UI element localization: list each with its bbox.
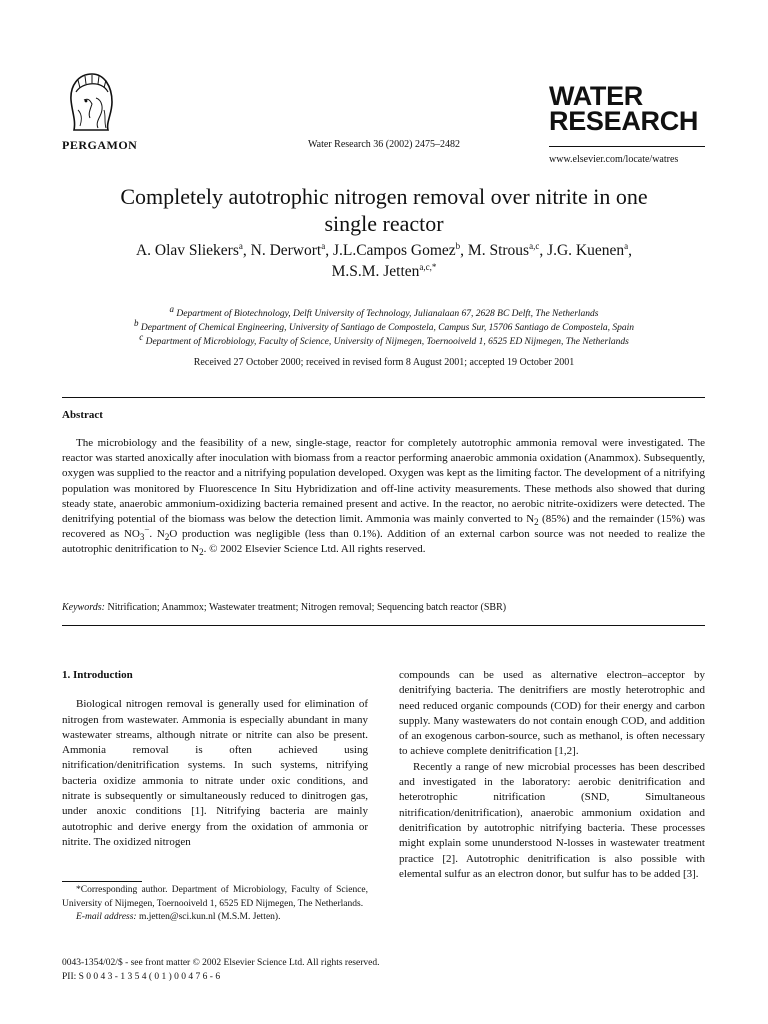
subscript: 2 xyxy=(199,547,204,558)
subscript: 3 xyxy=(139,532,145,543)
journal-url-link[interactable]: www.elsevier.com/locate/watres xyxy=(549,154,679,165)
author-separator: , xyxy=(539,242,548,259)
copyright-line: 0043-1354/02/$ - see front matter © 2002 Elsevier Science Ltd. All rights reserved. xyxy=(62,958,380,968)
body-paragraph: compounds can be used as alternative electron–acceptor by denitrifying bacteria. The denitrifiers are mostly heterotrophic and need reduced organic compounds (COD) for their energy and carbon supply. Many wastewaters do not contain enough COD, and addition of an exogenous carbon-source, such as methanol, is often necessary to achieve complete denitrification [1,2]. xyxy=(399,669,705,758)
brand-line-2: RESEARCH xyxy=(549,106,699,136)
superscript: − xyxy=(144,524,150,535)
author-name: M.S.M. Jetten xyxy=(331,263,420,280)
divider xyxy=(62,397,705,398)
brand-line-1: WATER xyxy=(549,81,643,111)
author-affil-mark: a,c,* xyxy=(419,261,437,272)
title-line-2: single reactor xyxy=(324,211,444,236)
author-affil-mark: b xyxy=(455,240,461,251)
footnote-divider xyxy=(62,881,142,882)
author-name: J.L.Campos Gomez xyxy=(332,242,456,259)
section-heading: 1. Introduction xyxy=(62,669,133,681)
body-paragraph: Biological nitrogen removal is generally used for elimination of nitrogen from wastewater. Ammonia is especially abundant in many wastewater streams, although nitrate or nitrite can also be present. Ammonia removal is often achieved using nitrification/denitrification systems. In such systems, nitrifying bacteria oxidize ammonia to nitrate under oxic conditions, and nitrate is subsequently or simultaneously reduced to dinitrogen gas, under anoxic conditions [1]. Nitrifying bacteria are mainly autotrophic and derive energy from the oxidation of ammonia or nitrite. The oxidized nitrogen xyxy=(62,698,368,848)
author-affil-mark: a xyxy=(624,240,629,251)
affiliation-item xyxy=(40,303,728,321)
affiliations xyxy=(40,303,728,349)
author-separator: , xyxy=(325,242,333,259)
abstract-heading: Abstract xyxy=(62,409,103,421)
affiliation-text: Department of Microbiology, Faculty of Science, University of Nijmegen, Toernooiveld 1, 6525 ED Nijmegen, The Netherlands xyxy=(145,337,629,347)
abstract-segment: (85%) and the remainder (15%) was recovered as NO xyxy=(62,513,706,541)
subscript: 2 xyxy=(164,532,170,543)
author-affil-mark: a,c xyxy=(529,240,540,251)
article-title xyxy=(40,183,728,237)
keywords-label: Keywords: xyxy=(62,602,105,613)
body-column-left xyxy=(62,668,368,850)
affiliation-text: Department of Biotechnology, Delft University of Technology, Julianalaan 67, 2628 BC Delft, The Netherlands xyxy=(176,309,599,319)
body-paragraph: Recently a range of new microbial processes has been described and investigated in the laboratory: aerobic denitrification and heterotrophic nitrification (SND, Simultaneous nitrification/denitrification), anaerobic ammonium oxidation and denitrification by autotrophic nitrifying bacteria. These processes might explain some ununderstood N-losses in wastewater treatment practice [2]. Autotrophic denitrification is also possible with elemental sulfur as an electron donor, but sulfur has to be added [3]. xyxy=(399,760,705,880)
affiliation-item xyxy=(40,331,728,349)
journal-brand xyxy=(549,81,699,136)
footnote-email xyxy=(62,911,368,925)
author-separator: , xyxy=(460,242,468,259)
body-column-right xyxy=(399,668,705,882)
footnote-text: *Corresponding author. Department of Microbiology, Faculty of Science, University of Nijmegen, Toernooiveld 1, 6525 ED Nijmegen, The Netherlands. xyxy=(62,885,368,909)
affiliation-text: Department of Chemical Engineering, University of Santiago de Compostela, Campus Sur, 15706 Santiago de Compostela, Spain xyxy=(140,323,635,333)
publisher-logo-icon xyxy=(62,70,122,136)
author-name: N. Derwort xyxy=(250,242,322,259)
journal-citation: Water Research 36 (2002) 2475–2482 xyxy=(308,139,460,150)
author-separator: , xyxy=(628,242,633,259)
affiliation-mark: a xyxy=(169,303,175,314)
abstract-segment: . N xyxy=(149,528,165,541)
author-list xyxy=(40,240,728,282)
author-name: J.G. Kuenen xyxy=(547,242,625,259)
subscript: 2 xyxy=(534,517,539,528)
email-address[interactable]: m.jetten@sci.kun.nl (M.S.M. Jetten). xyxy=(136,912,281,922)
title-line-1: Completely autotrophic nitrogen removal over nitrite in one xyxy=(120,184,648,209)
pii-line: PII: S 0 0 4 3 - 1 3 5 4 ( 0 1 ) 0 0 4 7 6 - 6 xyxy=(62,972,221,982)
copyright-meta xyxy=(62,956,379,984)
publisher-name: PERGAMON xyxy=(62,138,138,152)
email-label: E-mail address: xyxy=(76,912,137,922)
article-dates: Received 27 October 2000; received in revised form 8 August 2001; accepted 19 October 2001 xyxy=(193,357,575,368)
author-affil-mark: a xyxy=(238,240,243,251)
abstract-segment: . © 2002 Elsevier Science Ltd. All rights reserved. xyxy=(203,543,426,556)
author-affil-mark: a xyxy=(321,240,326,251)
affiliation-mark: b xyxy=(133,317,139,328)
author-name: M. Strous xyxy=(467,242,530,259)
author-separator: , xyxy=(242,242,251,259)
corresponding-author-footnote xyxy=(62,884,368,925)
divider xyxy=(62,625,705,626)
author-name: A. Olav Sliekers xyxy=(135,242,239,259)
affiliation-mark: c xyxy=(139,331,144,342)
abstract-text xyxy=(62,436,705,558)
abstract-segment: O production was negligible (less than 0.1%). Addition of an external carbon source was not needed to realize the autotrophic denitrification to N xyxy=(62,528,705,556)
abstract-segment: The microbiology and the feasibility of a new, single-stage, reactor for completely autotrophic ammonia removal were investigated. The reactor was started anoxically after inoculation with biomass from a reactor performing anaerobic ammonia oxidation (Anammox). Subsequently, oxygen was supplied to the reactor and a nitrifying population developed. Oxygen was kept as the limiting factor. The development of a nitrifying population was monitored by Fluorescence In Situ Hybridization and off-line activity measurements. These methods also showed that during steady state, anaerobic ammonium-oxidizing bacteria remained present and active. In the reactor, no aerobic nitrite-oxidizers were detected. The denitrifying potential of the biomass was below the detection limit. Ammonia was mainly converted to N xyxy=(62,437,705,526)
keywords-text: Nitrification; Anammox; Wastewater treatment; Nitrogen removal; Sequencing batch reactor (SBR) xyxy=(104,602,507,613)
keywords xyxy=(62,602,705,613)
brand-divider xyxy=(549,146,705,147)
